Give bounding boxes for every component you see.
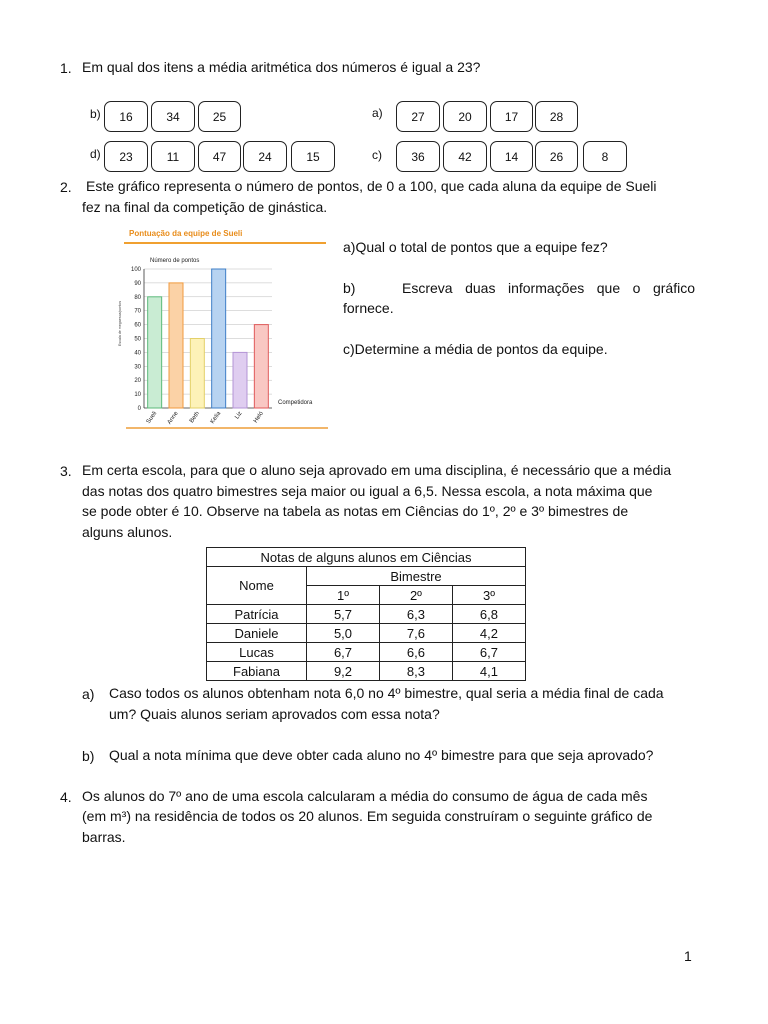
table-cell: 6,6 — [379, 643, 452, 662]
q4-text-line3: barras. — [82, 829, 126, 845]
chart-ytick-label: 20 — [134, 378, 141, 385]
chart-ytick-label: 60 — [134, 322, 141, 329]
q1-option-b-value: 34 — [151, 101, 195, 132]
q1-option-c-label: c) — [372, 148, 382, 162]
q2-question-c: c)Determine a média de pontos da equipe. — [343, 341, 608, 357]
table-cell-name: Patrícia — [207, 605, 307, 624]
table-row — [207, 643, 526, 662]
table-cell: 8,3 — [379, 662, 452, 681]
chart-xtick-label: Heló — [252, 410, 265, 425]
chart-ytick-label: 80 — [134, 294, 141, 301]
q3-text-line1: Em certa escola, para que o aluno seja aprovado em uma disciplina, é necessário que a média — [82, 462, 672, 478]
table-cell-name: Fabiana — [207, 662, 307, 681]
table-cell: 4,1 — [452, 662, 525, 681]
q2-text-line2: fez na final da competição de ginástica. — [82, 199, 328, 215]
q1-option-a-label: a) — [372, 106, 383, 120]
q2-question-b-text: Escreva duas informações que o gráfico — [402, 280, 695, 296]
chart-ytick-label: 70 — [134, 308, 141, 315]
table-cell: 9,2 — [307, 662, 380, 681]
chart-ytick-label: 100 — [130, 267, 141, 273]
chart-bar-heló — [254, 325, 268, 408]
chart-bar-anne — [169, 283, 183, 408]
chart-ytick-label: 40 — [134, 350, 141, 357]
q1-option-c-value: 42 — [443, 141, 487, 172]
q3-sub-a-line2: um? Quais alunos seriam aprovados com essa nota? — [109, 706, 440, 722]
table-cell: 6,7 — [452, 643, 525, 662]
q1-option-d-value: 11 — [151, 141, 195, 172]
table-subheader: 3º — [452, 586, 525, 605]
chart-bar-liz — [233, 352, 247, 408]
q2-question-b-text2: fornece. — [343, 300, 394, 316]
table-row — [207, 605, 526, 624]
q2-question-a: a)Qual o total de pontos que a equipe fez? — [343, 239, 608, 255]
chart-ytick-label: 50 — [134, 336, 141, 343]
q2-question-b-label: b) — [343, 280, 356, 296]
table-cell: 5,0 — [307, 624, 380, 643]
q1-option-c-value: 36 — [396, 141, 440, 172]
q2-text-line1: Este gráfico representa o número de pontos, de 0 a 100, que cada aluna da equipe de Sueli — [86, 178, 657, 194]
chart-ytick-label: 0 — [137, 406, 141, 412]
q1-option-c-value: 26 — [535, 141, 578, 172]
chart-ylabel-side: Escala de megaesca/pontos — [118, 300, 122, 346]
q1-text: Em qual dos itens a média aritmética dos números é igual a 23? — [82, 59, 481, 75]
q4-number: 4. — [60, 789, 72, 805]
chart-xtick-label: Anne — [166, 410, 180, 426]
q1-option-a-value: 20 — [443, 101, 487, 132]
bar-chart — [112, 246, 328, 432]
table-cell: 5,7 — [307, 605, 380, 624]
table-caption: Notas de alguns alunos em Ciências — [207, 548, 526, 567]
page-number: 1 — [684, 948, 692, 964]
q1-option-c-value: 14 — [490, 141, 533, 172]
q2-number: 2. — [60, 179, 72, 195]
table-cell: 7,6 — [379, 624, 452, 643]
q1-option-a-value: 28 — [535, 101, 578, 132]
chart-bar-kelia — [212, 269, 226, 408]
q1-option-b-label: b) — [90, 107, 101, 121]
chart-xtick-label: Beth — [188, 410, 201, 425]
q3-sub-b-label: b) — [82, 748, 95, 764]
q1-option-c-value: 8 — [583, 141, 627, 172]
table-subheader: 2º — [379, 586, 452, 605]
table-cell: 6,8 — [452, 605, 525, 624]
q1-number: 1. — [60, 60, 72, 76]
q1-option-d-label: d) — [90, 147, 101, 161]
chart-ylabel: Número de pontos — [150, 258, 200, 264]
q3-text-line3: se pode obter é 10. Observe na tabela as notas em Ciências do 1º, 2º e 3º bimestres de — [82, 503, 629, 519]
q3-sub-b-line1: Qual a nota mínima que deve obter cada aluno no 4º bimestre para que seja aprovado? — [109, 747, 654, 763]
q1-option-d-value: 47 — [198, 141, 241, 172]
q1-option-d-value: 23 — [104, 141, 148, 172]
chart-ytick-label: 30 — [134, 364, 141, 371]
chart-bar-sueli — [148, 297, 162, 408]
chart-ytick-label: 10 — [134, 392, 141, 399]
q3-sub-a-label: a) — [82, 686, 95, 702]
chart-xtick-label: Sueli — [145, 410, 159, 426]
q1-option-b-value: 25 — [198, 101, 241, 132]
table-cell-name: Lucas — [207, 643, 307, 662]
chart-xtick-label: Kelia — [209, 410, 223, 426]
q1-option-d-value: 24 — [243, 141, 287, 172]
q3-text-line4: alguns alunos. — [82, 524, 173, 540]
table-cell: 4,2 — [452, 624, 525, 643]
q4-text-line2: (em m³) na residência de todos os 20 alunos. Em seguida construíram o seguinte gráfico de — [82, 808, 653, 824]
table-row — [207, 662, 526, 681]
table-cell: 6,3 — [379, 605, 452, 624]
grades-table — [206, 547, 526, 681]
table-header-name: Nome — [207, 567, 307, 605]
q3-number: 3. — [60, 463, 72, 479]
q4-text-line1: Os alunos do 7º ano de uma escola calcularam a média do consumo de água de cada mês — [82, 788, 648, 804]
q1-option-a-value: 27 — [396, 101, 440, 132]
q1-option-b-value: 16 — [104, 101, 148, 132]
chart-xtick-label: Liz — [234, 410, 244, 421]
table-header-bimestre: Bimestre — [307, 567, 526, 586]
chart-ytick-label: 90 — [134, 280, 141, 287]
q1-option-a-value: 17 — [490, 101, 533, 132]
q3-text-line2: das notas dos quatro bimestres seja maior ou igual a 6,5. Nessa escola, a nota máxima que — [82, 483, 653, 499]
table-cell-name: Daniele — [207, 624, 307, 643]
table-subheader: 1º — [307, 586, 380, 605]
table-row — [207, 624, 526, 643]
q1-option-d-value: 15 — [291, 141, 335, 172]
chart-xlabel: Competidora — [278, 400, 313, 406]
q3-sub-a-line1: Caso todos os alunos obtenham nota 6,0 no 4º bimestre, qual seria a média final de cada — [109, 685, 664, 701]
chart-bar-beth — [190, 339, 204, 409]
table-cell: 6,7 — [307, 643, 380, 662]
chart-title: Pontuação da equipe de Sueli — [129, 229, 243, 238]
